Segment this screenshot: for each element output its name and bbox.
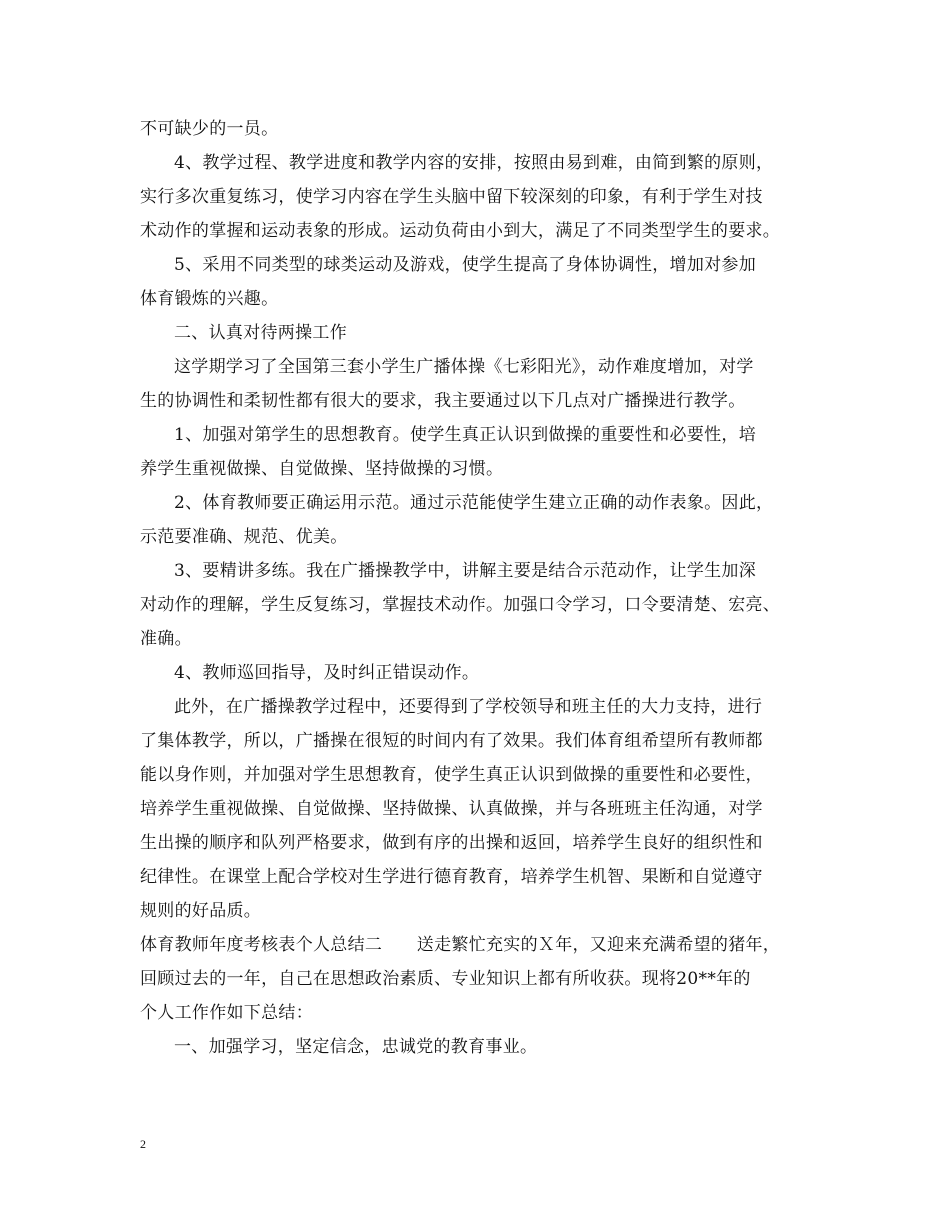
text-line: 2、体育教师要正确运用示范。通过示范能使学生建立正确的动作表象。因此，	[174, 493, 774, 513]
text-line: 生出操的顺序和队列严格要求，做到有序的出操和返回，培养学生良好的组织性和	[140, 833, 763, 853]
text-line: 回顾过去的一年，自己在思想政治素质、专业知识上都有所收获。现将20**年的	[140, 969, 751, 989]
text-line: 此外，在广播操教学过程中，还要得到了学校领导和班主任的大力支持，进行	[174, 697, 763, 717]
text-line: 3、要精讲多练。我在广播操教学中，讲解主要是结合示范动作，让学生加深	[174, 561, 757, 581]
text-line: 实行多次重复练习，使学习内容在学生头脑中留下较深刻的印象，有利于学生对技	[140, 187, 763, 207]
section-heading: 一、加强学习，坚定信念，忠诚党的教育事业。	[174, 1037, 538, 1057]
text-line: 4、教师巡回指导，及时纠正错误动作。	[174, 663, 480, 683]
text-line: 这学期学习了全国第三套小学生广播体操《七彩阳光》，动作难度增加，对学	[174, 357, 754, 377]
text-line: 养学生重视做操、自觉做操、坚持做操的习惯。	[140, 459, 504, 479]
text-line: 对动作的理解，学生反复练习，掌握技术动作。加强口令学习，口令要清楚、宏亮、	[140, 595, 781, 615]
text-line: 个人工作作如下总结：	[140, 1003, 313, 1023]
text-line: 生的协调性和柔韧性都有很大的要求，我主要通过以下几点对广播操进行教学。	[140, 391, 746, 411]
text-line: 培养学生重视做操、自觉做操、坚持做操、认真做操，并与各班班主任沟通，对学	[140, 799, 763, 819]
text-line: 准确。	[140, 629, 192, 649]
text-line: 纪律性。在课堂上配合学校对生学进行德育教育，培养学生机智、果断和自觉遵守	[140, 867, 763, 887]
text-line: 能以身作则，并加强对学生思想教育，使学生真正认识到做操的重要性和必要性，	[140, 765, 763, 785]
text-line: 1、加强对第学生的思想教育。使学生真正认识到做操的重要性和必要性，培	[174, 425, 757, 445]
section-heading: 二、认真对待两操工作	[174, 323, 347, 343]
text-line: 了集体教学，所以，广播操在很短的时间内有了效果。我们体育组希望所有教师都	[140, 731, 763, 751]
text-line: 4、教学过程、教学进度和教学内容的安排，按照由易到难，由简到繁的原则，	[174, 153, 774, 173]
text-line: 术动作的掌握和运动表象的形成。运动负荷由小到大，满足了不同类型学生的要求。	[140, 221, 781, 241]
text-line: 不可缺少的一员。	[140, 119, 279, 139]
text-line: 示范要准确、规范、优美。	[140, 527, 348, 547]
body-text	[140, 112, 830, 1064]
text-line: 体育锻炼的兴趣。	[140, 289, 279, 309]
text-line: 5、采用不同类型的球类运动及游戏，使学生提高了身体协调性，增加对参加	[174, 255, 757, 275]
text-line: 规则的好品质。	[140, 901, 262, 921]
text-line: 体育教师年度考核表个人总结二 送走繁忙充实的Ｘ年，又迎来充满希望的猪年，	[140, 935, 781, 955]
page-number: 2	[140, 1137, 146, 1151]
